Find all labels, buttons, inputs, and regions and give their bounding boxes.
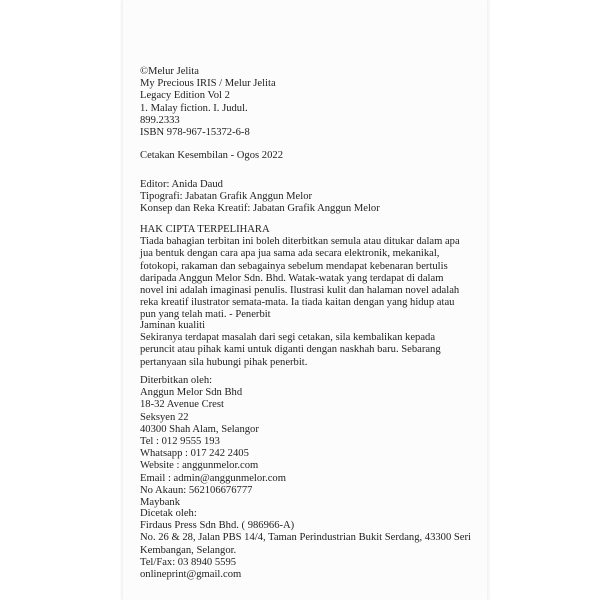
catalog-line: ©Melur Jelita [140,66,199,77]
catalog-line: ISBN 978-967-15372-6-8 [140,127,250,139]
publisher-line: Website : anggunmelor.com [140,460,259,472]
catalog-line: 899.2333 [140,114,180,126]
catalog-line: My Precious IRIS / Melur Jelita [140,78,276,90]
catalog-info [140,66,276,139]
catalog-line: Legacy Edition Vol 2 [140,90,230,102]
printer-line: Tel/Fax: 03 8940 5595 [140,556,237,568]
publisher-line: 18-32 Avenue Crest [140,399,224,411]
copyright-section [140,224,470,322]
printer-line: No. 26 & 28, Jalan PBS 14/4, Taman Perindustrian Bukit Serdang, 43300 Seri [140,532,471,544]
publisher-line: 40300 Shah Alam, Selangor [140,423,259,435]
guarantee-text: Sekiranya terdapat masalah dari segi cetakan, sila kembalikan kepada peruncit atau pihak kami untuk diganti dengan naskhah baru. Sebarang pertanyaan sila hubungi pihak penerbit. [140,332,441,368]
printing-edition [140,150,283,162]
printing-line: Cetakan Kesembilan - Ogos 2022 [140,150,283,161]
publisher-section [140,375,286,509]
credit-line: Konsep dan Reka Kreatif: Jabatan Grafik Anggun Melor [140,203,380,215]
guarantee-heading: Jaminan kualiti [140,320,206,331]
publisher-heading: Diterbitkan oleh: [140,375,213,386]
copyright-text: Tiada bahagian terbitan ini boleh diterbitkan semula atau ditukar dalam apa jua bentuk dengan cara apa jua sama ada secara elektronik, mekanikal, fotokopi, rakaman dan sebagainya sebelum mendapat kebenaran bertulis daripada Anggun Melor Sdn. Bhd. Watak-watak yang terdapat di dalam novel ini adalah imaginasi penulis. Ilustrasi kulit dan halaman novel adalah reka kreatif ilustrator semata-mata. Ia tiada kaitan dengan yang hidup atau pun yang telah mati. - Penerbit [140,236,460,321]
credit-line: Tipografi: Jabatan Grafik Anggun Melor [140,191,313,203]
guarantee-section [140,320,462,369]
publisher-line: Seksyen 22 [140,411,189,423]
publisher-line: Email : admin@anggunmelor.com [140,472,286,484]
printer-line: Firdaus Press Sdn Bhd. ( 986966-A) [140,520,295,532]
publisher-line: Whatsapp : 017 242 2405 [140,448,249,460]
printer-heading: Dicetak oleh: [140,508,197,519]
publisher-line: Tel : 012 9555 193 [140,436,220,448]
copyright-heading: HAK CIPTA TERPELIHARA [140,224,270,235]
printer-line: Kembangan, Selangor. [140,544,237,556]
publisher-line: Anggun Melor Sdn Bhd [140,387,243,399]
printer-line: onlineprint@gmail.com [140,569,242,581]
catalog-line: 1. Malay fiction. I. Judul. [140,102,248,114]
printer-section [140,508,471,581]
publisher-line: No Akaun: 562106676777 [140,484,253,496]
credits [140,179,380,216]
credit-line: Editor: Anida Daud [140,179,223,190]
publisher-line: Maybank [140,497,181,509]
